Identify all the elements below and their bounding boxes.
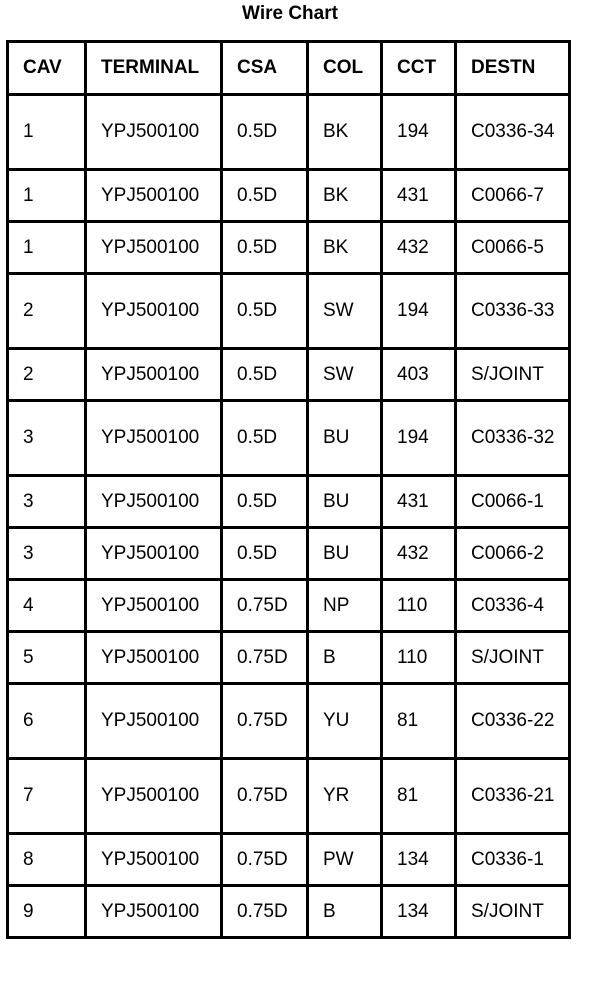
col-cell: BK bbox=[308, 222, 382, 274]
table-row bbox=[8, 580, 570, 632]
cav-cell: 6 bbox=[8, 684, 86, 759]
cav-cell: 7 bbox=[8, 759, 86, 834]
column-header-col: COL bbox=[308, 42, 382, 95]
table-row bbox=[8, 349, 570, 401]
csa-cell: 0.75D bbox=[222, 684, 308, 759]
destn-cell: C0336-22 bbox=[456, 684, 570, 759]
csa-cell: 0.75D bbox=[222, 886, 308, 938]
csa-cell: 0.5D bbox=[222, 222, 308, 274]
table-body bbox=[8, 95, 570, 938]
csa-cell: 0.5D bbox=[222, 349, 308, 401]
cct-cell: 432 bbox=[382, 528, 456, 580]
cav-cell: 1 bbox=[8, 170, 86, 222]
terminal-cell: YPJ500100 bbox=[86, 349, 222, 401]
csa-cell: 0.5D bbox=[222, 476, 308, 528]
cct-cell: 403 bbox=[382, 349, 456, 401]
csa-cell: 0.5D bbox=[222, 170, 308, 222]
header-row bbox=[8, 42, 570, 95]
table-row bbox=[8, 886, 570, 938]
terminal-cell: YPJ500100 bbox=[86, 684, 222, 759]
terminal-cell: YPJ500100 bbox=[86, 580, 222, 632]
table-row bbox=[8, 632, 570, 684]
table-row bbox=[8, 274, 570, 349]
cct-cell: 81 bbox=[382, 759, 456, 834]
cav-cell: 8 bbox=[8, 834, 86, 886]
cav-cell: 2 bbox=[8, 274, 86, 349]
cct-cell: 134 bbox=[382, 834, 456, 886]
column-header-terminal: TERMINAL bbox=[86, 42, 222, 95]
col-cell: BU bbox=[308, 476, 382, 528]
col-cell: BK bbox=[308, 95, 382, 170]
csa-cell: 0.5D bbox=[222, 95, 308, 170]
destn-cell: C0336-34 bbox=[456, 95, 570, 170]
destn-cell: C0336-21 bbox=[456, 759, 570, 834]
destn-cell: C0066-7 bbox=[456, 170, 570, 222]
terminal-cell: YPJ500100 bbox=[86, 170, 222, 222]
table-row bbox=[8, 834, 570, 886]
cct-cell: 194 bbox=[382, 401, 456, 476]
csa-cell: 0.5D bbox=[222, 274, 308, 349]
col-cell: BK bbox=[308, 170, 382, 222]
col-cell: NP bbox=[308, 580, 382, 632]
table-row bbox=[8, 170, 570, 222]
cct-cell: 110 bbox=[382, 632, 456, 684]
terminal-cell: YPJ500100 bbox=[86, 886, 222, 938]
terminal-cell: YPJ500100 bbox=[86, 274, 222, 349]
destn-cell: C0336-1 bbox=[456, 834, 570, 886]
table-row bbox=[8, 95, 570, 170]
col-cell: SW bbox=[308, 274, 382, 349]
destn-cell: C0066-5 bbox=[456, 222, 570, 274]
csa-cell: 0.75D bbox=[222, 834, 308, 886]
destn-cell: S/JOINT bbox=[456, 886, 570, 938]
table-row bbox=[8, 476, 570, 528]
terminal-cell: YPJ500100 bbox=[86, 222, 222, 274]
csa-cell: 0.75D bbox=[222, 580, 308, 632]
cct-cell: 194 bbox=[382, 95, 456, 170]
col-cell: B bbox=[308, 886, 382, 938]
terminal-cell: YPJ500100 bbox=[86, 476, 222, 528]
cav-cell: 5 bbox=[8, 632, 86, 684]
column-header-destn: DESTN bbox=[456, 42, 570, 95]
destn-cell: C0336-32 bbox=[456, 401, 570, 476]
column-header-csa: CSA bbox=[222, 42, 308, 95]
cav-cell: 3 bbox=[8, 476, 86, 528]
table-row bbox=[8, 401, 570, 476]
col-cell: BU bbox=[308, 528, 382, 580]
cav-cell: 1 bbox=[8, 95, 86, 170]
page-title: Wire Chart bbox=[242, 3, 338, 24]
cct-cell: 194 bbox=[382, 274, 456, 349]
column-header-cct: CCT bbox=[382, 42, 456, 95]
csa-cell: 0.5D bbox=[222, 528, 308, 580]
destn-cell: S/JOINT bbox=[456, 349, 570, 401]
terminal-cell: YPJ500100 bbox=[86, 632, 222, 684]
cav-cell: 9 bbox=[8, 886, 86, 938]
cct-cell: 431 bbox=[382, 476, 456, 528]
table-row bbox=[8, 684, 570, 759]
col-cell: YU bbox=[308, 684, 382, 759]
wire-chart-table bbox=[6, 40, 571, 939]
terminal-cell: YPJ500100 bbox=[86, 759, 222, 834]
col-cell: PW bbox=[308, 834, 382, 886]
cct-cell: 110 bbox=[382, 580, 456, 632]
cav-cell: 4 bbox=[8, 580, 86, 632]
terminal-cell: YPJ500100 bbox=[86, 528, 222, 580]
col-cell: YR bbox=[308, 759, 382, 834]
column-header-cav: CAV bbox=[8, 42, 86, 95]
cav-cell: 3 bbox=[8, 528, 86, 580]
cct-cell: 81 bbox=[382, 684, 456, 759]
terminal-cell: YPJ500100 bbox=[86, 95, 222, 170]
col-cell: BU bbox=[308, 401, 382, 476]
cav-cell: 3 bbox=[8, 401, 86, 476]
col-cell: SW bbox=[308, 349, 382, 401]
destn-cell: C0066-2 bbox=[456, 528, 570, 580]
col-cell: B bbox=[308, 632, 382, 684]
terminal-cell: YPJ500100 bbox=[86, 401, 222, 476]
cct-cell: 431 bbox=[382, 170, 456, 222]
table-row bbox=[8, 528, 570, 580]
cct-cell: 432 bbox=[382, 222, 456, 274]
destn-cell: C0066-1 bbox=[456, 476, 570, 528]
csa-cell: 0.5D bbox=[222, 401, 308, 476]
cav-cell: 1 bbox=[8, 222, 86, 274]
destn-cell: C0336-4 bbox=[456, 580, 570, 632]
table-row bbox=[8, 222, 570, 274]
destn-cell: C0336-33 bbox=[456, 274, 570, 349]
cav-cell: 2 bbox=[8, 349, 86, 401]
csa-cell: 0.75D bbox=[222, 632, 308, 684]
destn-cell: S/JOINT bbox=[456, 632, 570, 684]
terminal-cell: YPJ500100 bbox=[86, 834, 222, 886]
csa-cell: 0.75D bbox=[222, 759, 308, 834]
cct-cell: 134 bbox=[382, 886, 456, 938]
table-row bbox=[8, 759, 570, 834]
